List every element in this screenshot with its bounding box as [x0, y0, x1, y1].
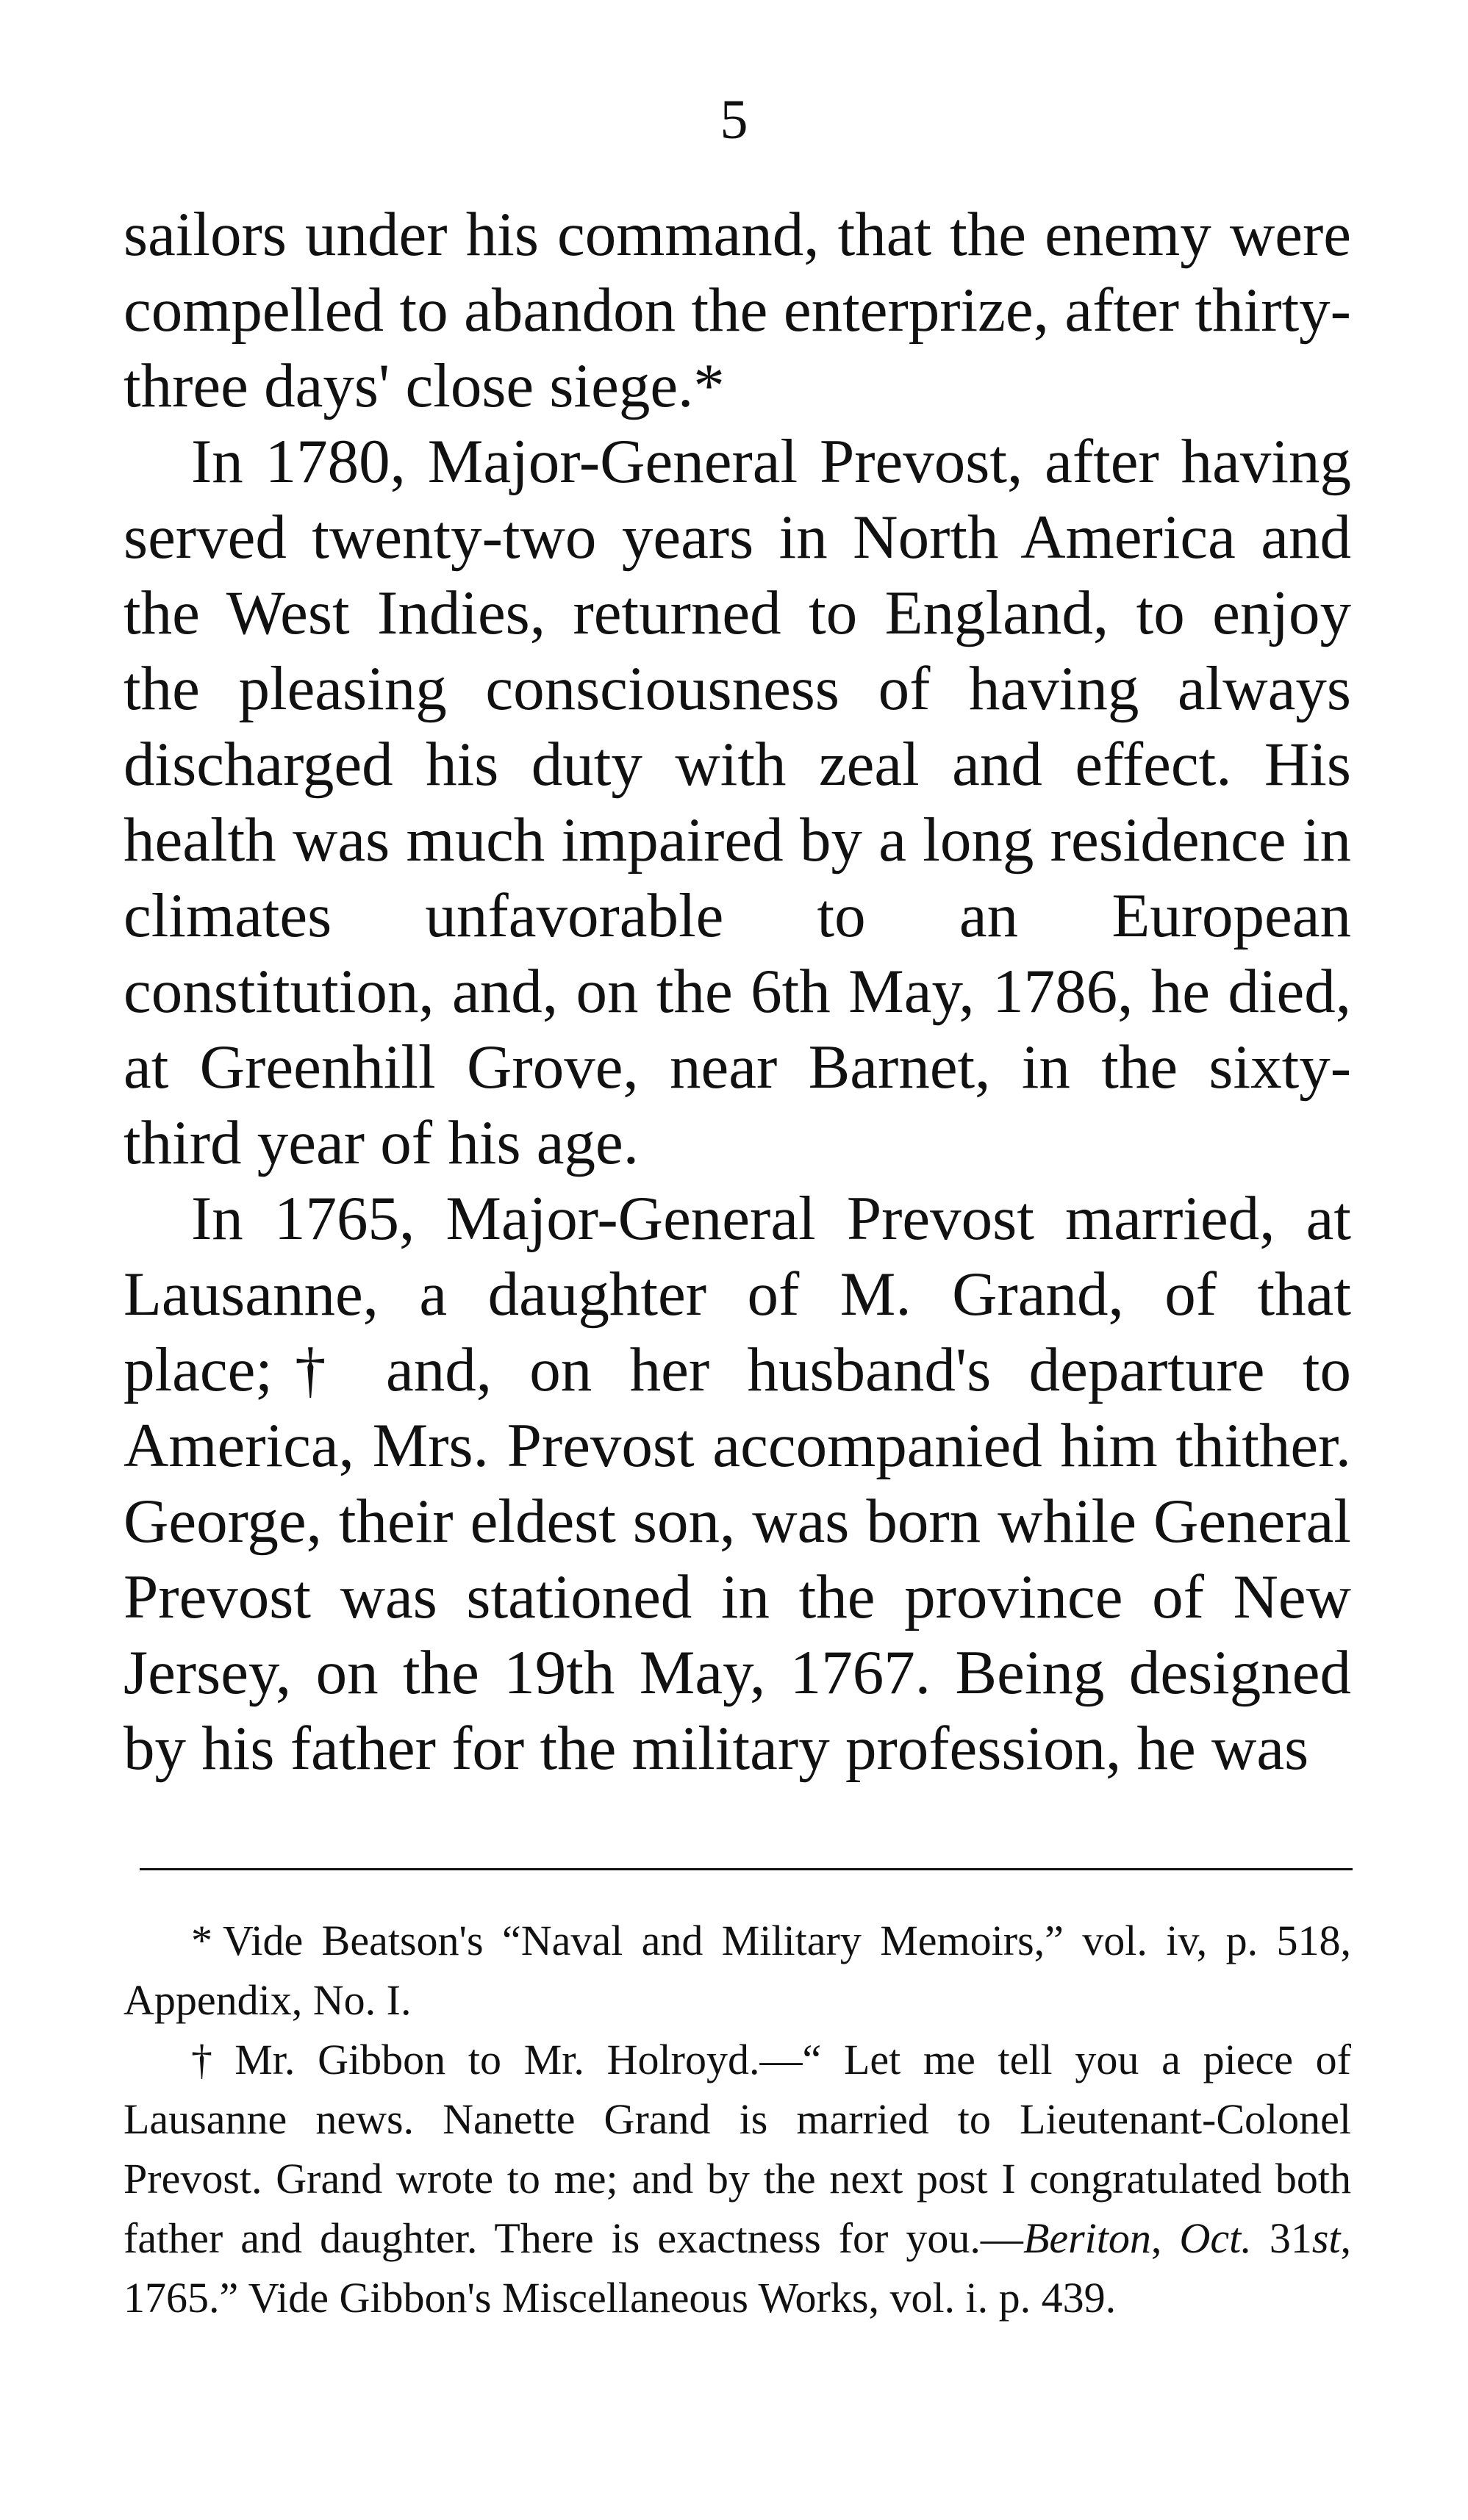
paragraph-marriage: In 1765, Major-General Prevost married, at Lausanne, a daughter of M. Grand, of that place;† and, on her husband's departure to America, Mrs. Prevost accompanied him thither. George, their eldest son, was born while General Prevost was stationed in the province of New Jersey, on the 19th May, 1767. Being designed by his father for the military profession, he was [123, 1184, 1351, 1783]
footnote-gibbon-suffix: st [1311, 2214, 1341, 2262]
footnote-gibbon [123, 2030, 1351, 2327]
footnote-mark-asterisk: * [191, 1917, 212, 1964]
footnote-gibbon-sep1: , [1150, 2214, 1180, 2262]
main-text [123, 197, 1351, 1787]
footnote-beatson [123, 1911, 1351, 2030]
page-number: 5 [720, 89, 748, 151]
footnote-mark-dagger: † [191, 2036, 225, 2083]
footnote-divider [140, 1868, 1353, 1870]
paragraph-continuation: sailors under his command, that the enemy were compelled to abandon the enterprize, after thirty-three days' close siege.* [123, 200, 1351, 420]
footnotes [123, 1911, 1351, 2327]
footnote-gibbon-month: Oct. [1179, 2214, 1252, 2262]
footnote-gibbon-sep2: 31 [1251, 2214, 1312, 2262]
footnote-beatson-text: Vide Beatson's “Naval and Military Memoirs,” vol. iv, p. 518, Appendix, No. I. [123, 1917, 1351, 2024]
footnote-gibbon-text: Mr. Gibbon to Mr. Holroyd.—“ Let me tell you a piece of Lausanne news. Nanette Grand is married to Lieutenant-Colonel Prevost. Grand wrote to me; and by the next post I congratulated both father and daughter. There is exactness for you.— [123, 2036, 1351, 2262]
paragraph-return-to-england: In 1780, Major-General Prevost, after having served twenty-two years in North America and the West Indies, returned to England, to enjoy the pleasing consciousness of having always discharged his duty with zeal and effect. His health was much impaired by a long residence in climates unfavorable to an European constitution, and, on the 6th May, 1786, he died, at Greenhill Grove, near Barnet, in the sixty-third year of his age. [123, 427, 1351, 1177]
footnote-gibbon-text-after: , 1765.” Vide Gibbon's Miscellaneous Works, vol. i. p. 439. [123, 2214, 1352, 2322]
footnote-gibbon-place: Beriton [1023, 2214, 1151, 2262]
